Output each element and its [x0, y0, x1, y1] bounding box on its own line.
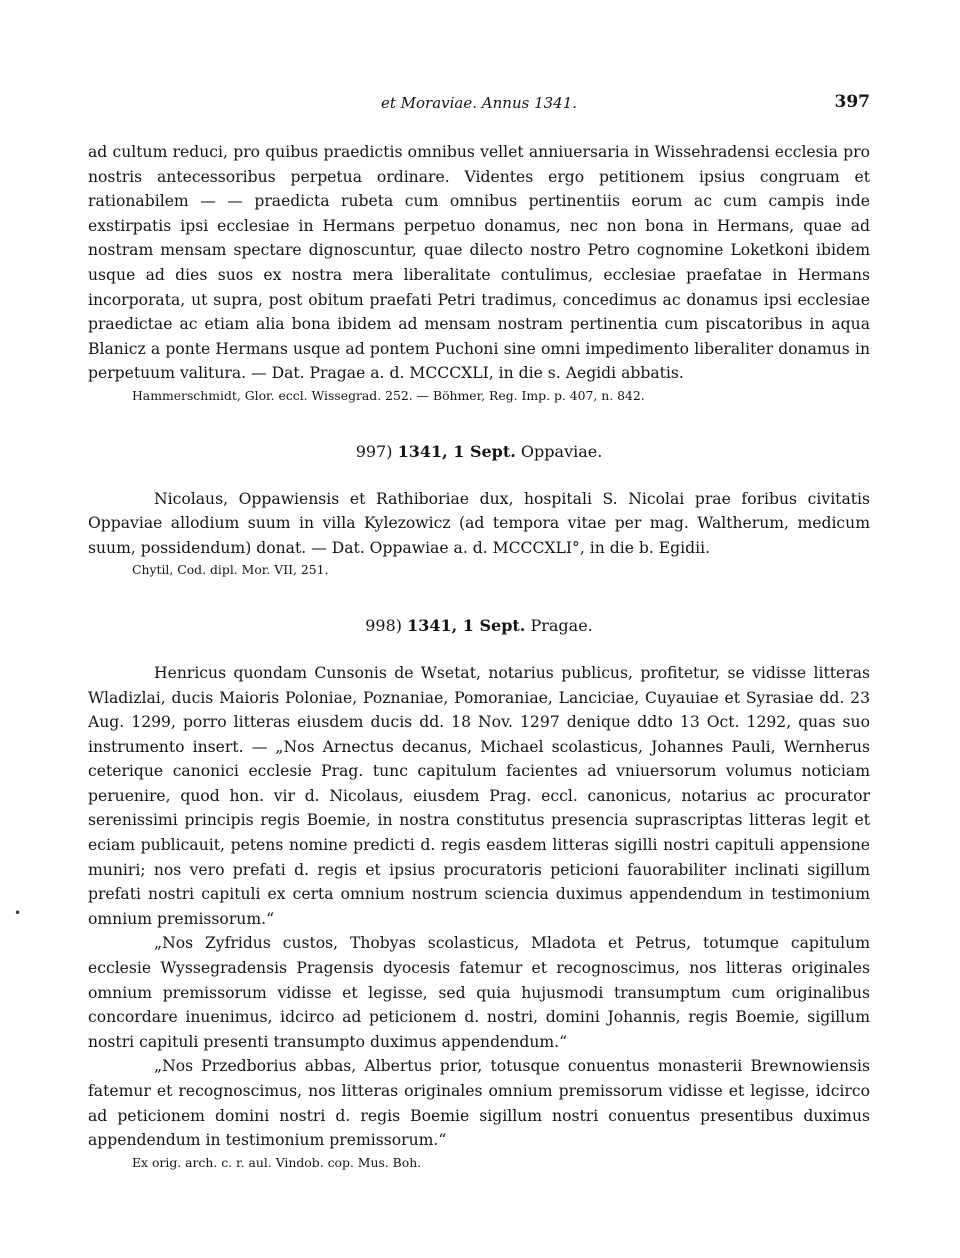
- entry-heading-998: [88, 614, 870, 639]
- entry-place: Oppaviae.: [520, 441, 603, 461]
- entry-date: 1341, 1 Sept.: [397, 441, 516, 461]
- running-head: et Moraviae. Annus 1341.: [380, 94, 578, 112]
- page-body: [88, 140, 870, 1173]
- continuation-paragraph: ad cultum reduci, pro quibus praedictis omnibus vellet anniuersaria in Wissehradensi ecclesia pro nostris antecessoribus perpetua ordinare. Videntes ergo petitionem ipsius congruam et rationabilem — — praedicta rubeta cum omnibus pertinentiis eorum ac cum campis inde exstirpatis ipsi ecclesiae in Hermans perpetuo donamus, nec non bona in Hermans, quae ad nostram mensam spectare dignoscuntur, quae dilecto nostro Petro cognomine Loketkoni ibidem usque ad dies suos ex nostra mera liberalitate contulimus, ecclesiae praefatae in Hermans incorporata, ut supra, post obitum praefati Petri tradimus, concedimus ac donamus ipsi ecclesiae praedictae ac etiam alia bona ibidem ad mensam nostram pertinentia cum piscatoribus in aqua Blanicz a ponte Hermans usque ad pontem Puchoni sine omni impedimento liberaliter donamus in perpetuum valitura. — Dat. Pragae a. d. MCCCXLI, in die s. Aegidi abbatis.: [88, 143, 870, 383]
- entry-997-paragraph: Nicolaus, Oppawiensis et Rathiboriae dux, hospitali S. Nicolai prae foribus civitatis Oppaviae allodium suum in villa Kylezowicz (ad tempora vitae per mag. Waltherum, medicum suum, possidendum) donat. — Dat. Oppawiae a. d. MCCCXLI°, in die b. Egidii.: [88, 489, 870, 557]
- entry-number: 998): [365, 616, 403, 636]
- page-number: 397: [834, 92, 870, 112]
- entry-number: 997): [355, 441, 393, 461]
- page-header: [88, 90, 870, 116]
- entry-heading-997: [88, 440, 870, 465]
- continuation-source: Hammerschmidt, Glor. eccl. Wissegrad. 252. — Böhmer, Reg. Imp. p. 407, n. 842.: [132, 387, 645, 403]
- margin-mark: •: [14, 906, 22, 920]
- entry-998-source: Ex orig. arch. c. r. aul. Vindob. cop. Mus. Boh.: [132, 1154, 422, 1170]
- entry-place: Pragae.: [530, 616, 593, 636]
- entry-998-paragraph-1: Henricus quondam Cunsonis de Wsetat, notarius publicus, profitetur, se vidisse litteras Wladizlai, ducis Maioris Poloniae, Poznaniae, Pomoraniae, Lanciciae, Cuyauiae et Syrasiae dd. 23 Aug. 1299, porro litteras eiusdem ducis dd. 18 Nov. 1297 denique ddto 13 Oct. 1292, quas suo instrumento insert. — „Nos Arnectus decanus, Michael scolasticus, Johannes Pauli, Wernherus ceterique canonici ecclesie Prag. tunc capitulum facientes ad vniuersorum volumus noticiam peruenire, quod hon. vir d. Nicolaus, eiusdem Prag. eccl. canonicus, notarius ac procurator serenissimi principis regis Boemie, in nostra constitutus presencia suprascriptas litteras legit et eciam publicauit, petens nomine predicti d. regis easdem litteras sigilli nostri capituli appensione muniri; nos vero prefati d. regis et ipsius procuratoris peticioni fauorabiliter inclinati sigillum prefati nostri capituli ex certa omnium nostrum sciencia duximus appendendum in testimonium omnium premissorum.“: [88, 663, 870, 928]
- entry-997-source: Chytil, Cod. dipl. Mor. VII, 251.: [132, 562, 329, 578]
- entry-998-paragraph-3: „Nos Przedborius abbas, Albertus prior, totusque conuentus monasterii Brewnowiensis fatemur et recognoscimus, nos litteras originales omnium premissorum vidisse et legisse, idcirco ad peticionem domini nostri d. regis Boemie sigillum nostri conuentus presentibus duximus appendendum in testimonium premissorum.“: [88, 1057, 870, 1150]
- entry-998-paragraph-2: „Nos Zyfridus custos, Thobyas scolasticus, Mladota et Petrus, totumque capitulum ecclesie Wyssegradensis Pragensis dyocesis fatemur et recognoscimus, nos litteras originales omnium premissorum vidisse et legisse, sed quia hujusmodi transumptum cum originalibus concordare inuenimus, idcirco ad peticionem d. nostri, domini Johannis, regis Boemie, sigillum nostri capituli presenti transumpto duximus appendendum.“: [88, 934, 870, 1051]
- entry-date: 1341, 1 Sept.: [407, 616, 526, 636]
